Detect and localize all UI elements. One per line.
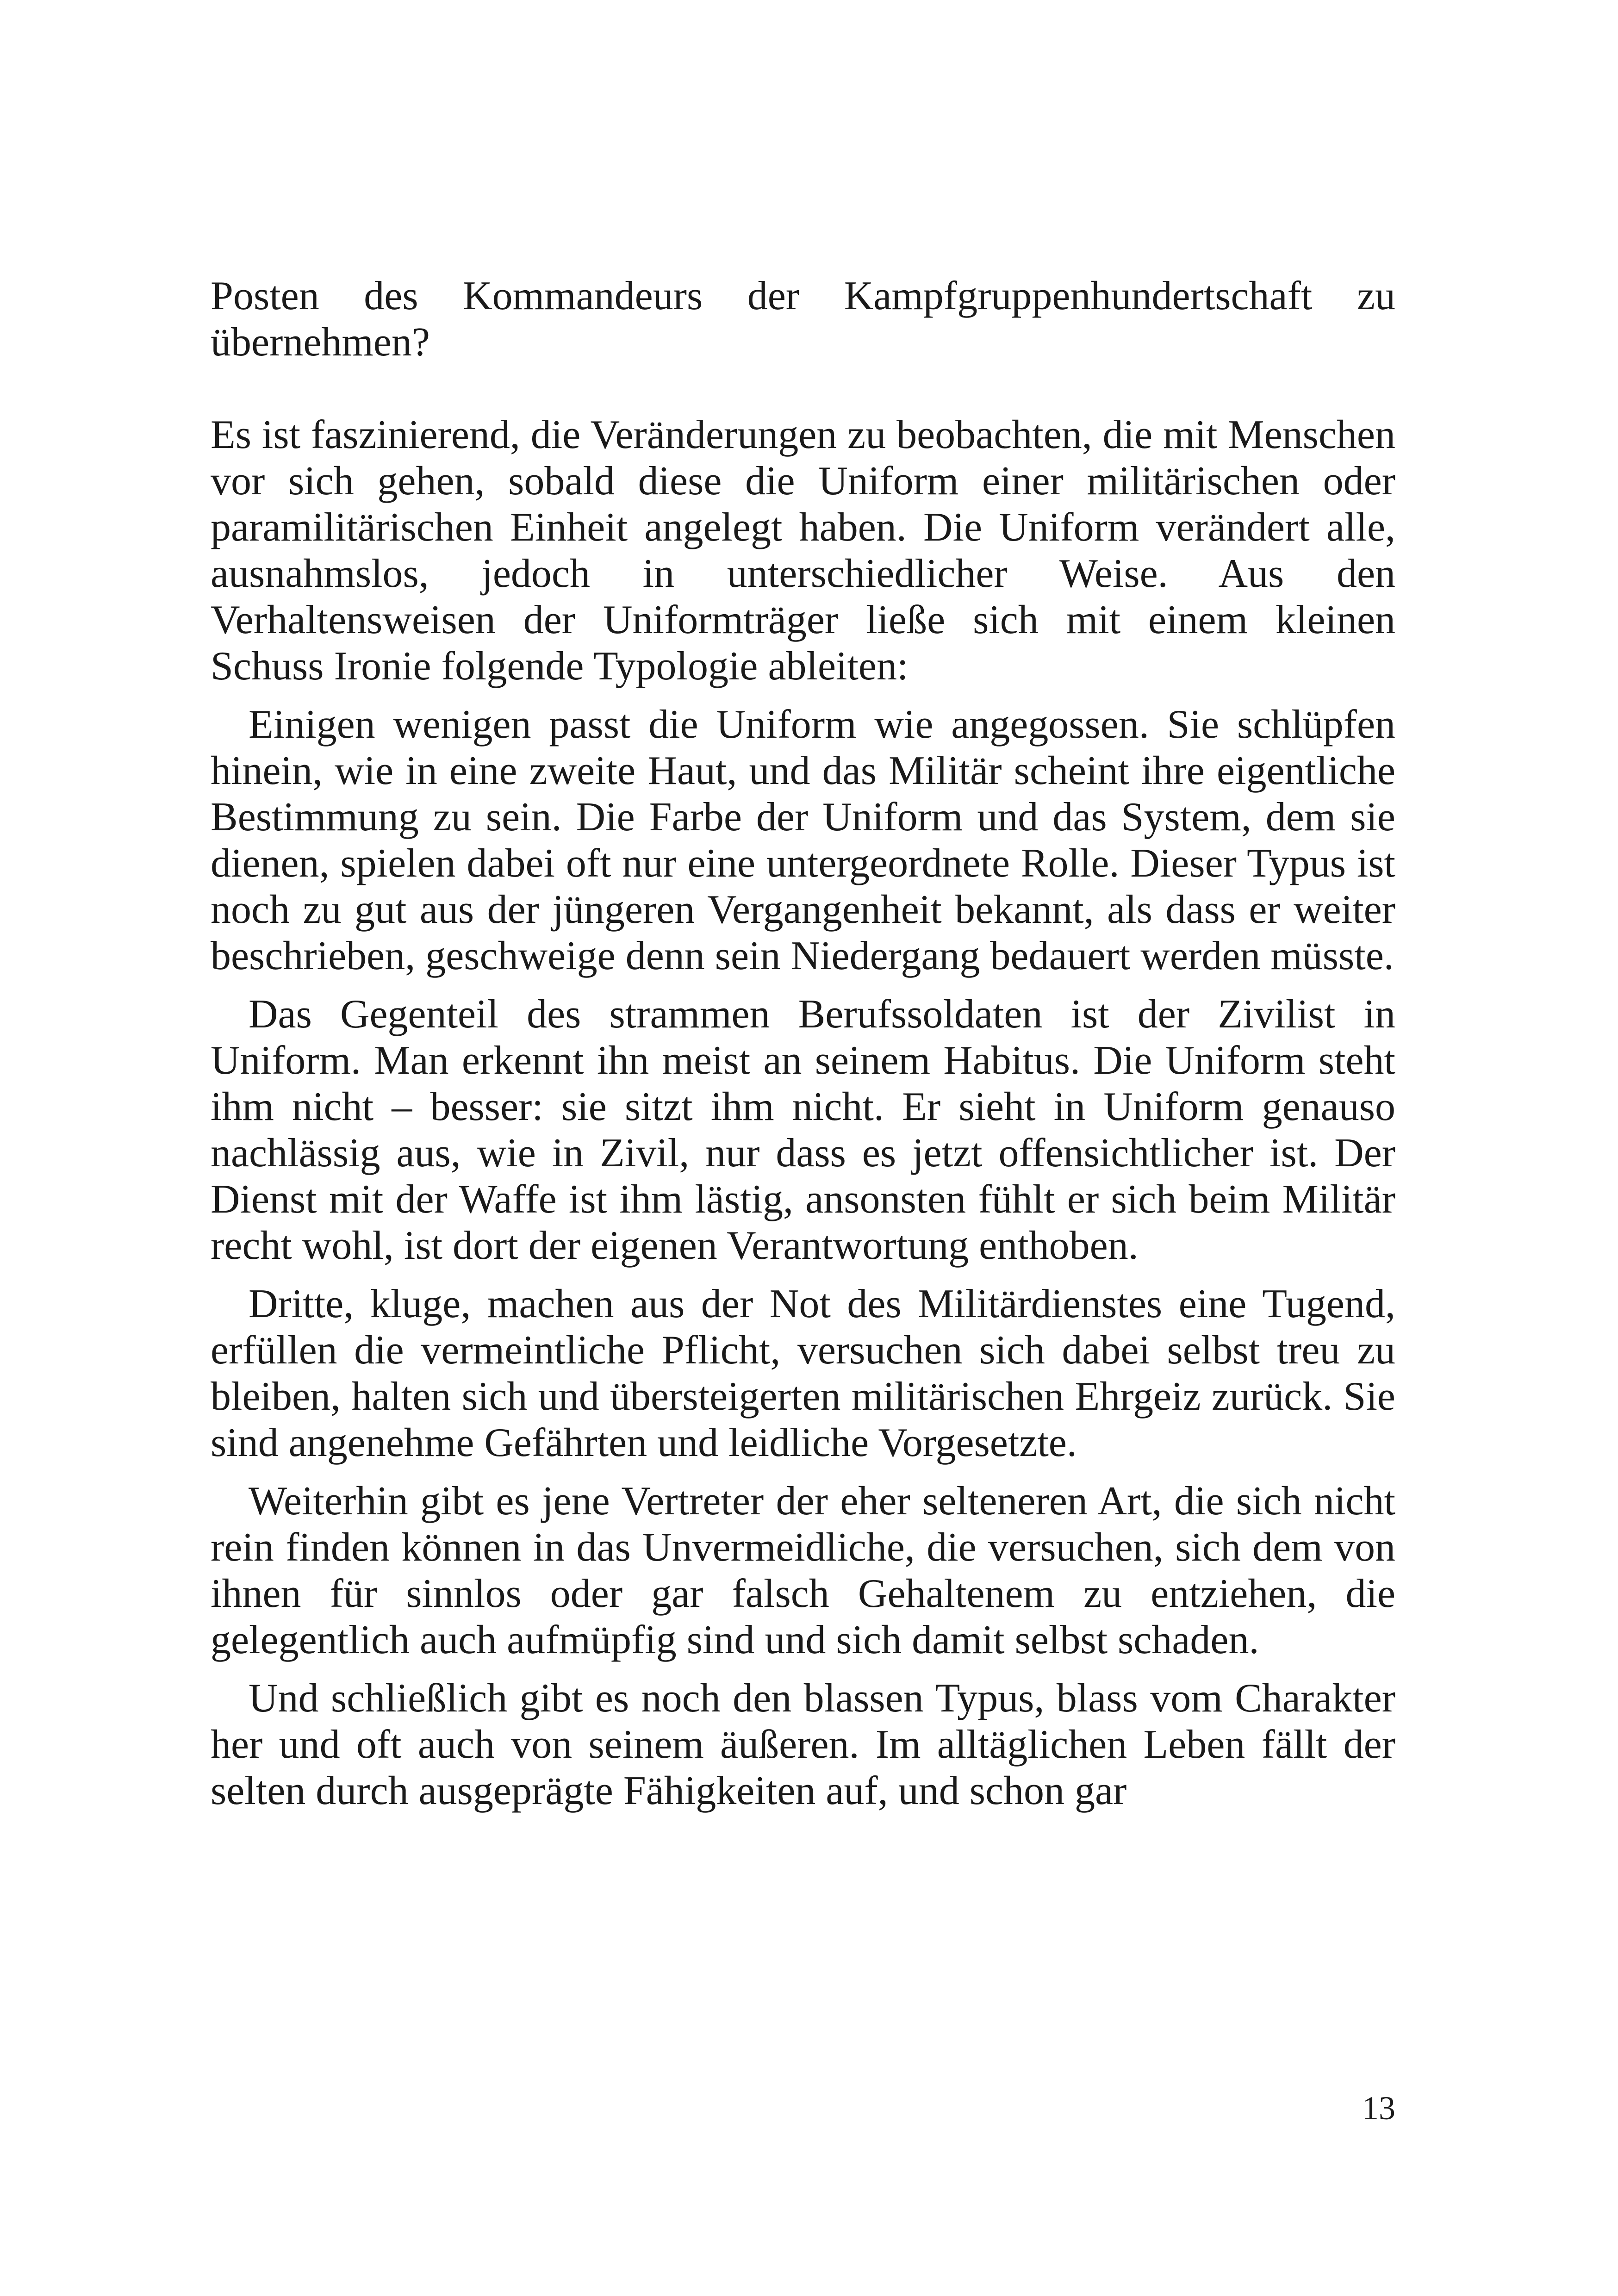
paragraph-type-rebel: Weiterhin gibt es jene Vertreter der eher selteneren Art, die sich nicht rein finden können in das Unvermeidliche, die versuchen, sich dem von ihnen für sinnlos oder gar falsch Gehaltenem zu entziehen, die gelegentlich auch aufmüpfig sind und sich damit selbst schaden. — [211, 1479, 1395, 1662]
page-number: 13 — [1362, 2090, 1395, 2127]
paragraph-type-pale: Und schließlich gibt es noch den blassen Typus, blass vom Charakter her und oft auch von seinem äußeren. Im alltäglichen Leben fällt der selten durch ausgeprägte Fähigkeiten auf, und schon gar — [211, 1676, 1395, 1813]
paragraph-type-clever: Dritte, kluge, machen aus der Not des Militärdienstes eine Tugend, erfüllen die vermeintliche Pflicht, versuchen sich dabei selbst treu zu bleiben, halten sich und übersteigerten militärischen Ehrgeiz zurück. Sie sind angenehme Gefährten und leidliche Vorgesetzte. — [211, 1282, 1395, 1465]
body-text — [211, 273, 1395, 1814]
paragraph-continuation: Posten des Kommandeurs der Kampfgruppenhundertschaft zu übernehmen? — [211, 274, 1395, 365]
paragraph-type-civilian: Das Gegenteil des strammen Berufssoldaten ist der Zivilist in Uniform. Man erkennt ihn meist an seinem Habitus. Die Uniform steht ihm nicht – besser: sie sitzt ihm nicht. Er sieht in Uniform genauso nachlässig aus, wie in Zivil, nur dass es jetzt offensichtlicher ist. Der Dienst mit der Waffe ist ihm lästig, ansonsten fühlt er sich beim Militär recht wohl, ist dort der eigenen Verantwortung enthoben. — [211, 992, 1395, 1268]
paragraph-type-soldier: Einigen wenigen passt die Uniform wie angegossen. Sie schlüpfen hinein, wie in eine zweite Haut, und das Militär scheint ihre eigentliche Bestimmung zu sein. Die Farbe der Uniform und das System, dem sie dienen, spielen dabei oft nur eine untergeordnete Rolle. Dieser Typus ist noch zu gut aus der jüngeren Vergangenheit bekannt, als dass er weiter beschrieben, geschweige denn sein Niedergang bedauert werden müsste. — [211, 702, 1395, 978]
paragraph-uniform-intro: Es ist faszinierend, die Veränderungen zu beobachten, die mit Menschen vor sich gehen, sobald diese die Uniform einer militärischen oder paramilitärischen Einheit angelegt haben. Die Uniform verändert alle, ausnahmslos, jedoch in unterschiedlicher Weise. Aus den Verhaltensweisen der Uniformträger ließe sich mit einem kleinen Schuss Ironie folgende Typologie ableiten: — [211, 412, 1395, 689]
